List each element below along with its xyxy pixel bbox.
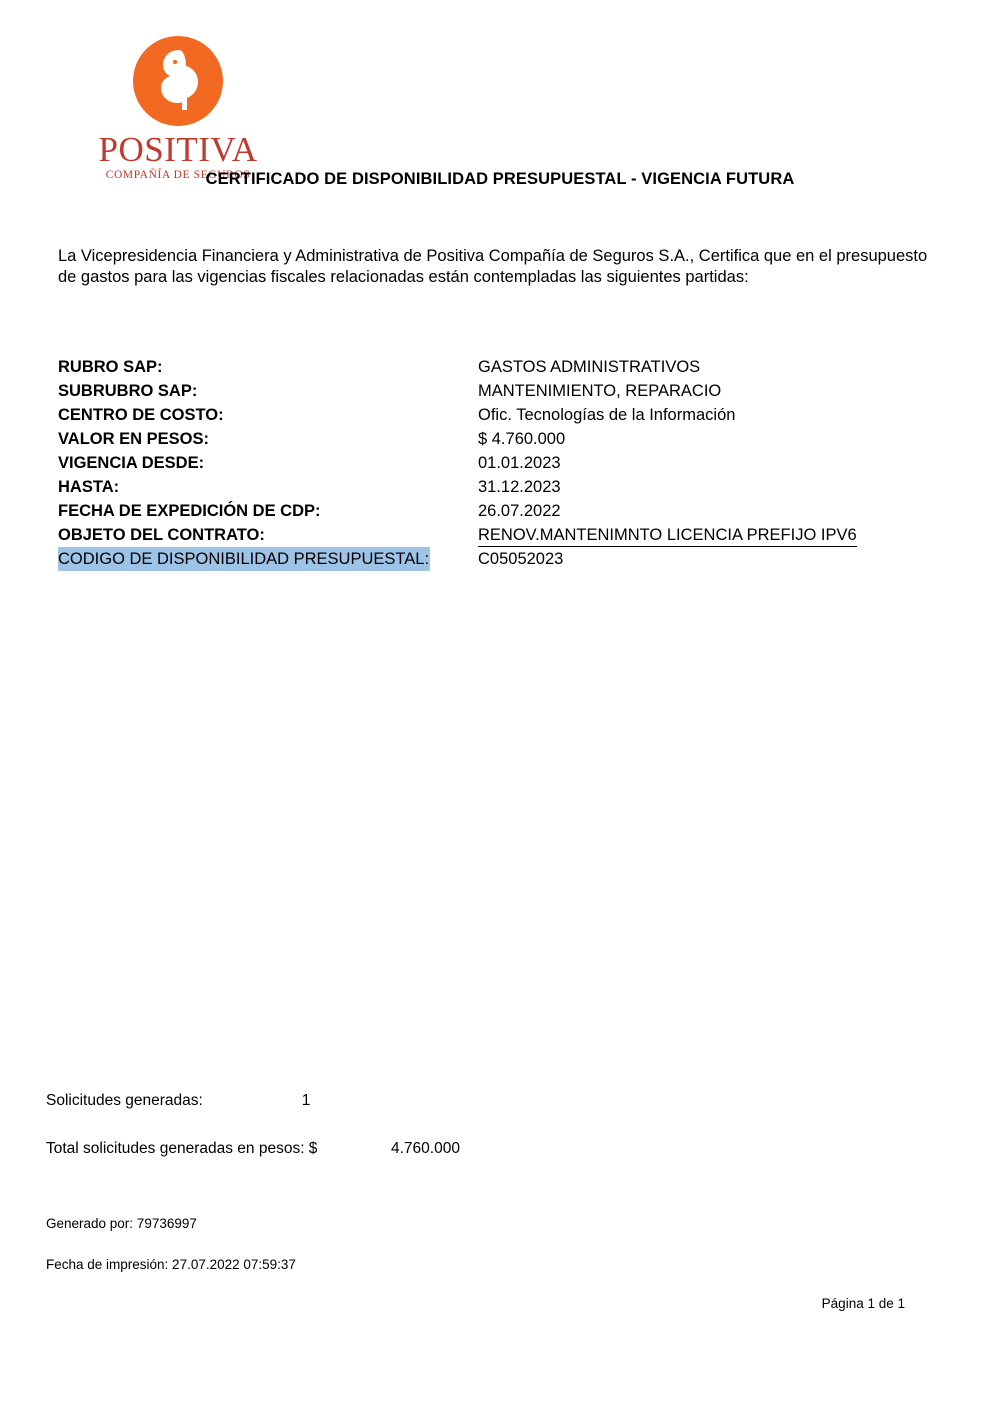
company-logo	[88, 36, 268, 181]
total-amount-row	[46, 1140, 946, 1158]
field-label-hasta: HASTA:	[58, 478, 120, 496]
field-value-hasta: 31.12.2023	[478, 478, 561, 496]
table-row	[58, 379, 942, 403]
table-row	[58, 403, 942, 427]
table-row	[58, 475, 942, 499]
field-value-fecha-expedicion-cdp: 26.07.2022	[478, 502, 561, 520]
generated-by-text: Generado por: 79736997	[46, 1216, 197, 1231]
requests-generated-row	[46, 1092, 946, 1110]
positiva-bird-logo-icon	[133, 36, 223, 126]
table-row	[58, 499, 942, 523]
certificate-fields-table	[58, 355, 942, 571]
field-label-codigo-disponibilidad-wrap	[58, 547, 478, 571]
field-label-valor-en-pesos: VALOR EN PESOS:	[58, 430, 209, 448]
table-row	[58, 355, 942, 379]
table-row	[58, 427, 942, 451]
total-amount-value: 4.760.000	[391, 1140, 460, 1157]
field-value-vigencia-desde: 01.01.2023	[478, 454, 561, 472]
logo-wordmark: POSITIVA	[98, 130, 258, 169]
page-title: CERTIFICADO DE DISPONIBILIDAD PRESUPUESTAL - VIGENCIA FUTURA	[205, 170, 795, 188]
print-date-text: Fecha de impresión: 27.07.2022 07:59:37	[46, 1257, 296, 1272]
field-value-codigo-disponibilidad: C05052023	[478, 550, 564, 568]
requests-generated-label: Solicitudes generadas:	[46, 1092, 203, 1109]
intro-paragraph: La Vicepresidencia Financiera y Administrativa de Positiva Compañía de Seguros S.A., Certifica que en el presupuesto de gastos para las vigencias fiscales relacionadas están contempladas las siguientes partidas:	[58, 247, 928, 286]
bird-glyph-icon	[149, 48, 207, 114]
page-number: Página 1 de 1	[821, 1296, 905, 1311]
field-label-centro-de-costo: CENTRO DE COSTO:	[58, 406, 224, 424]
field-label-vigencia-desde: VIGENCIA DESDE:	[58, 454, 205, 472]
field-value-objeto-del-contrato-wrap	[478, 523, 942, 547]
document-footer	[46, 1216, 946, 1298]
totals-section	[46, 1092, 946, 1188]
field-label-subrubro-sap: SUBRUBRO SAP:	[58, 382, 198, 400]
field-label-fecha-expedicion-cdp: FECHA DE EXPEDICIÓN DE CDP:	[58, 502, 321, 520]
logo-tagline: COMPAÑÍA DE SEGUROS	[105, 169, 251, 181]
table-row	[58, 451, 942, 475]
table-row	[58, 523, 942, 547]
field-label-objeto-del-contrato: OBJETO DEL CONTRATO:	[58, 526, 265, 544]
field-label-rubro-sap: RUBRO SAP:	[58, 358, 163, 376]
field-value-objeto-del-contrato: RENOV.MANTENIMNTO LICENCIA PREFIJO IPV6	[478, 524, 857, 547]
field-label-codigo-disponibilidad: CODIGO DE DISPONIBILIDAD PRESUPUESTAL:	[58, 547, 430, 571]
field-value-rubro-sap: GASTOS ADMINISTRATIVOS	[478, 358, 701, 376]
field-value-valor-en-pesos: $ 4.760.000	[478, 430, 566, 448]
total-amount-label: Total solicitudes generadas en pesos: $	[46, 1140, 318, 1157]
field-value-subrubro-sap: MANTENIMIENTO, REPARACIO	[478, 382, 722, 400]
field-value-centro-de-costo: Ofic. Tecnologías de la Información	[478, 406, 736, 424]
table-row	[58, 547, 942, 571]
requests-generated-value: 1	[301, 1092, 311, 1109]
